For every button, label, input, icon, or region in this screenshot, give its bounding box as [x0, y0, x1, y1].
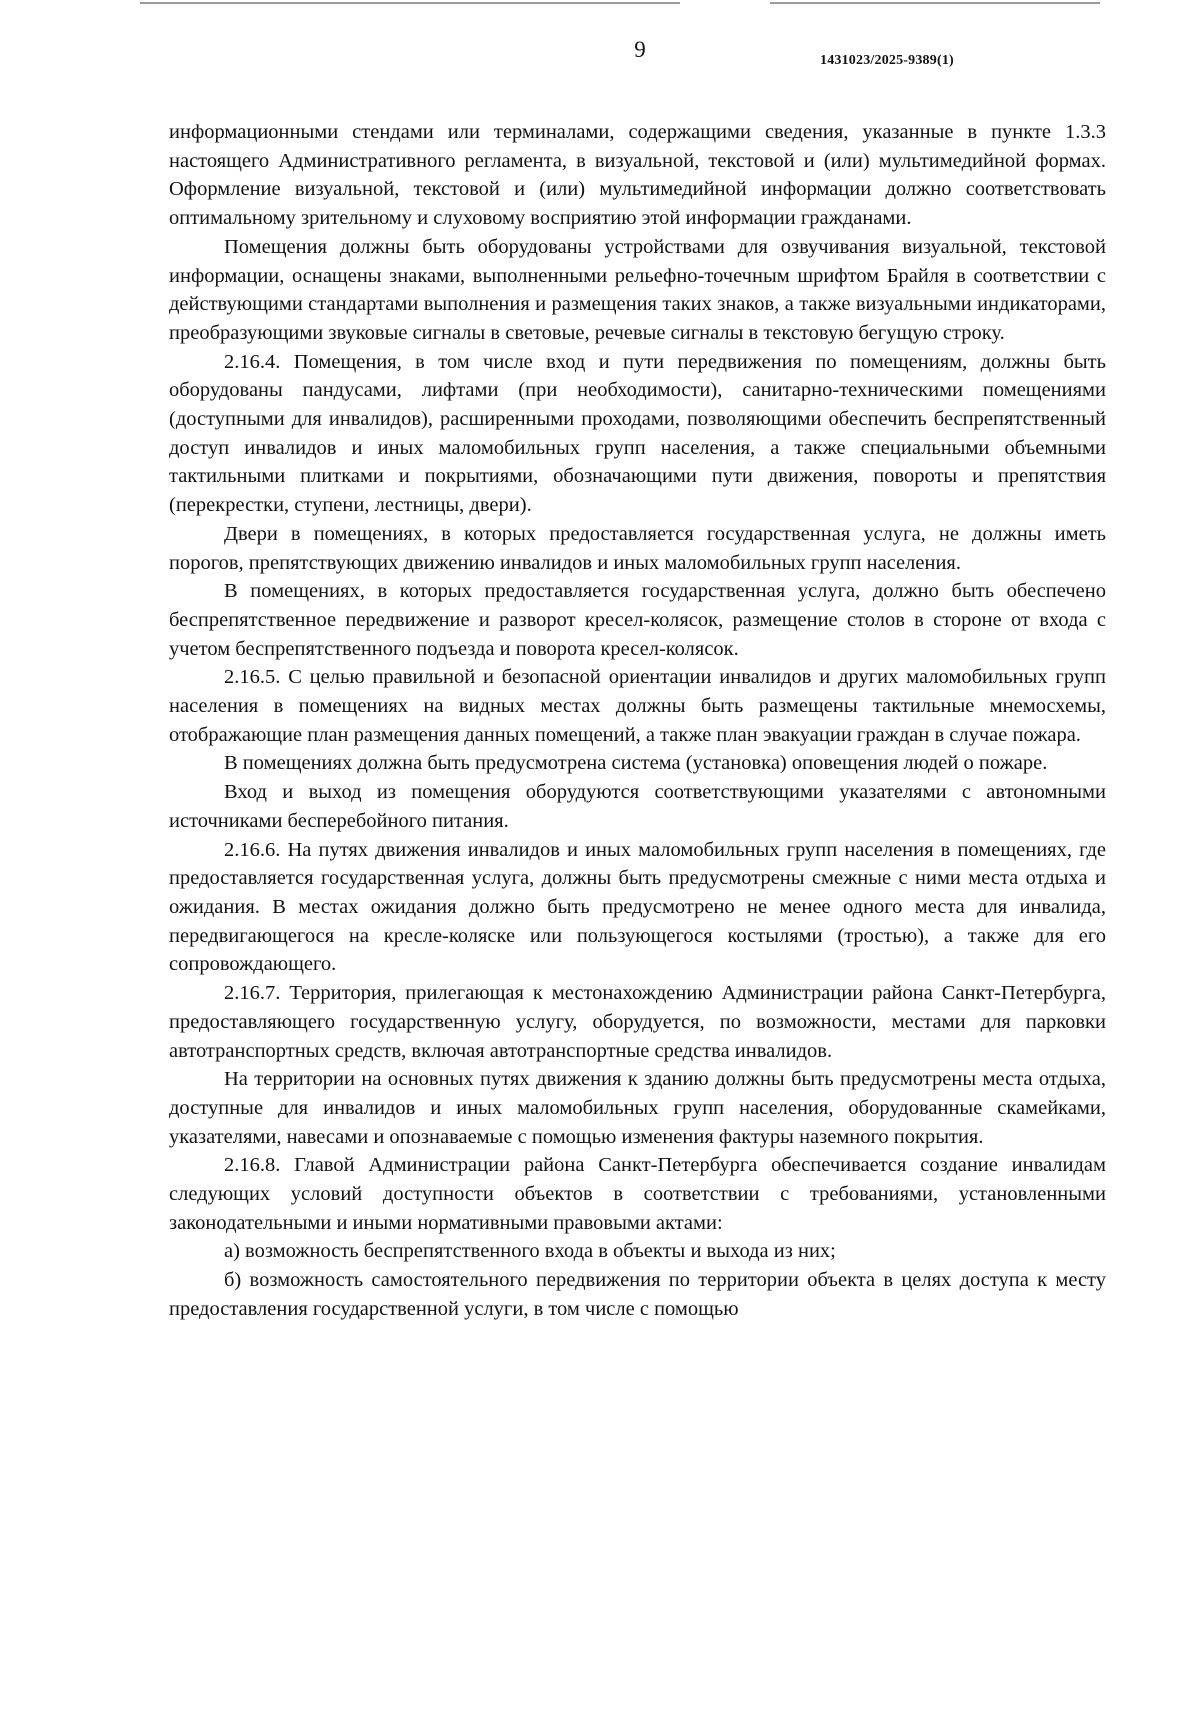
paragraph: б) возможность самостоятельного передвижения по территории объекта в целях доступа к месту предоставления государственной услуги, в том числе с помощью [169, 1269, 1106, 1320]
paragraph: 2.16.6. На путях движения инвалидов и иных маломобильных групп населения в помещениях, где предоставляется государственная услуга, должны быть предусмотрены смежные с ними места отдыха и ожидания. В местах ожидания должно быть предусмотрено не менее одного места для инвалида, передвигающегося на кресле-коляске или пользующегося костылями (тростью), а также для его сопровождающего. [169, 838, 1106, 976]
paragraph: информационными стендами или терминалами, содержащими сведения, указанные в пункте 1.3.3 настоящего Административного регламента, в визуальной, текстовой и (или) мультимедийной формах. Оформление визуальной, текстовой и (или) мультимедийной информации должно соответствовать оптимальному зрительному и слуховому восприятию этой информации гражданами. [169, 121, 1106, 230]
paragraph: В помещениях должна быть предусмотрена система (установка) оповещения людей о пожаре. [224, 752, 1048, 775]
scan-top-rule-right [770, 2, 1100, 4]
paragraph: Помещения должны быть оборудованы устройствами для озвучивания визуальной, текстовой информации, оснащены знаками, выполненными рельефно-точечным шрифтом Брайля в соответствии с действующими стандартами выполнения и размещения таких знаков, а также визуальными индикаторами, преобразующими звуковые сигналы в световые, речевые сигналы в текстовую бегущую строку. [169, 235, 1106, 344]
page-number: 9 [634, 37, 646, 62]
paragraph: 2.16.8. Главой Администрации района Санкт-Петербурга обеспечивается создание инвалидам следующих условий доступности объектов в соответствии с требованиями, установленными законодательными и иными нормативными правовыми актами: [169, 1154, 1106, 1234]
paragraph: В помещениях, в которых предоставляется государственная услуга, должно быть обеспечено беспрепятственное передвижение и разворот кресел-колясок, размещение столов в стороне от входа с учетом беспрепятственного подъезда и поворота кресел-колясок. [169, 580, 1106, 660]
paragraph: На территории на основных путях движения к зданию должны быть предусмотрены места отдыха, доступные для инвалидов и иных маломобильных групп населения, оборудованные скамейками, указателями, навесами и опознаваемые с помощью изменения фактуры наземного покрытия. [169, 1068, 1106, 1148]
paragraph: Двери в помещениях, в которых предоставляется государственная услуга, не должны иметь порогов, препятствующих движению инвалидов и иных маломобильных групп населения. [169, 522, 1106, 574]
document-body [169, 118, 1106, 1324]
paragraph: 2.16.5. С целью правильной и безопасной ориентации инвалидов и других маломобильных групп населения в помещениях на видных местах должны быть размещены тактильные мнемосхемы, отображающие план размещения данных помещений, а также план эвакуации граждан в случае пожара. [169, 666, 1106, 746]
paragraph: Вход и выход из помещения оборудуются соответствующими указателями с автономными источниками бесперебойного питания. [169, 781, 1106, 832]
scan-top-rule-left [140, 2, 680, 4]
document-number: 1431023/2025-9389(1) [820, 53, 954, 68]
paragraph: а) возможность беспрепятственного входа в объекты и выхода из них; [224, 1240, 836, 1263]
paragraph: 2.16.4. Помещения, в том числе вход и пути передвижения по помещениям, должны быть оборудованы пандусами, лифтами (при необходимости), санитарно-техническими помещениями (доступными для инвалидов), расширенными проходами, позволяющими обеспечить беспрепятственный доступ инвалидов и иных маломобильных групп населения, а также специальными объемными тактильными плитками и покрытиями, обозначающими пути движения, повороты и препятствия (перекрестки, ступени, лестницы, двери). [169, 350, 1106, 517]
paragraph: 2.16.7. Территория, прилегающая к местонахождению Администрации района Санкт-Петербурга, предоставляющего государственную услугу, оборудуется, по возможности, местами для парковки автотранспортных средств, включая автотранспортные средства инвалидов. [169, 982, 1106, 1062]
